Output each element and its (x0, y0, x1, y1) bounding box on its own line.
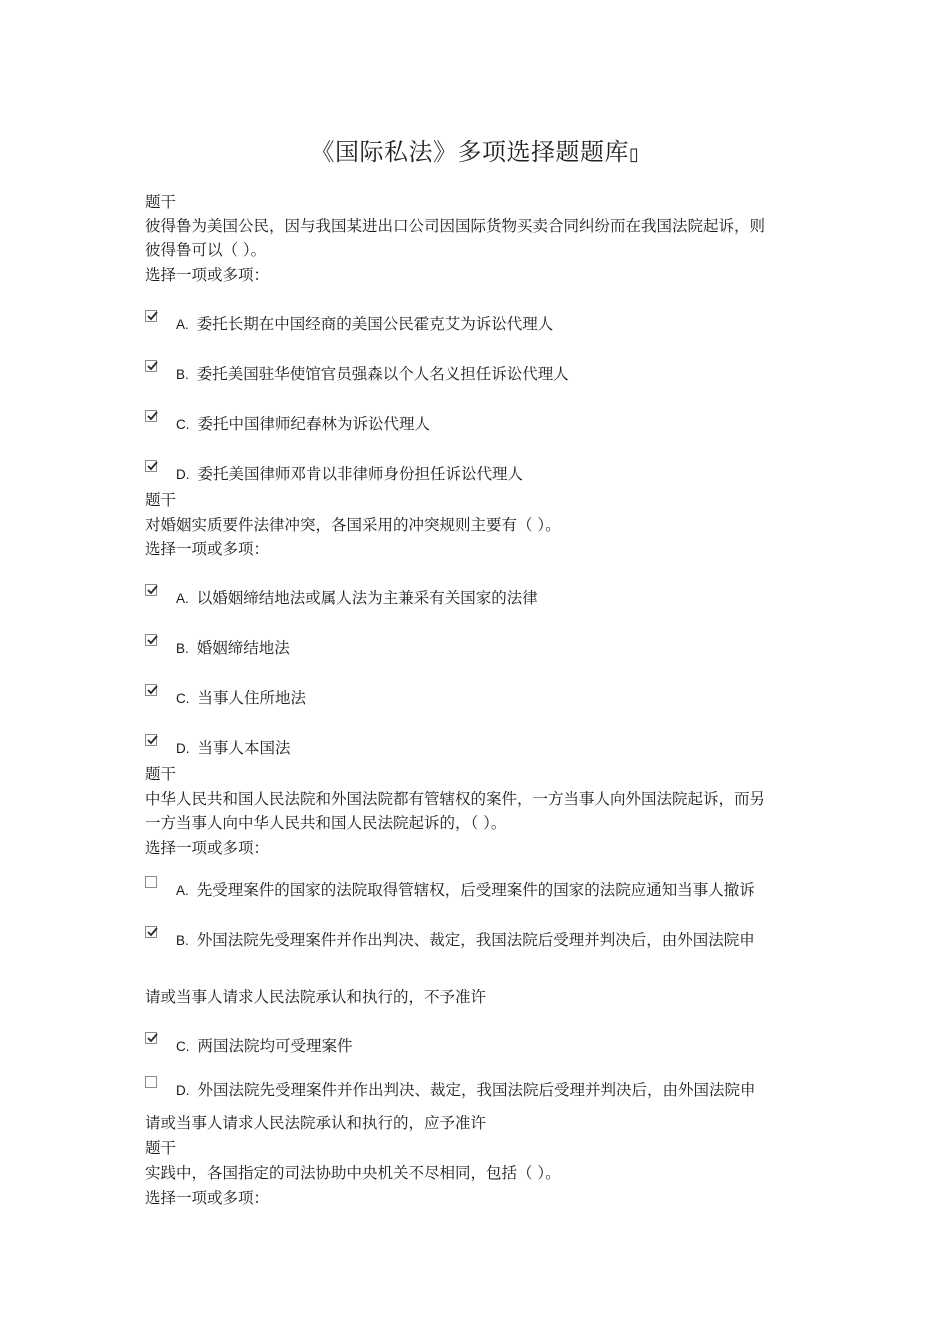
question-2-option-a[interactable] (176, 586, 816, 611)
question-3-option-a[interactable] (176, 878, 816, 903)
question-2-option-c[interactable] (176, 686, 816, 711)
question-3-stem-line-2: 一方当事人向中华人民共和国人民法院起诉的，（ ）。 (145, 814, 507, 832)
option-text: 先受理案件的国家的法院取得管辖权，后受理案件的国家的法院应通知当事人撤诉 (196, 881, 755, 899)
option-text: 外国法院先受理案件并作出判决、裁定，我国法院后受理并判决后，由外国法院申 (197, 1081, 756, 1099)
question-1-option-d-checkbox[interactable] (145, 460, 157, 472)
question-1-option-c[interactable] (176, 412, 816, 437)
option-letter: C. (176, 417, 190, 432)
question-3-option-d[interactable] (176, 1078, 816, 1103)
checkmark-icon (147, 1033, 158, 1043)
question-2-option-c-checkbox[interactable] (145, 684, 157, 696)
question-3-prompt: 选择一项或多项： (145, 839, 270, 857)
checkmark-icon (147, 927, 158, 937)
option-text: 当事人住所地法 (197, 689, 307, 707)
option-letter: B. (176, 367, 189, 382)
option-text: 委托中国律师纪春林为诉讼代理人 (197, 415, 431, 433)
question-3-option-b-checkbox[interactable] (145, 926, 157, 938)
option-text: 两国法院均可受理案件 (197, 1037, 353, 1055)
missing-glyph-box: ▯ (629, 144, 640, 165)
question-2-stem-line-1: 对婚姻实质要件法律冲突，各国采用的冲突规则主要有（ ）。 (145, 516, 561, 534)
question-1-stem-line-1: 彼得鲁为美国公民，因与我国某进出口公司因国际货物买卖合同纠纷而在我国法院起诉，则 (145, 217, 766, 235)
option-letter: A. (176, 317, 189, 332)
question-1-stem-line-2: 彼得鲁可以（ ）。 (145, 241, 267, 259)
question-4-stem-label: 题干 (145, 1139, 177, 1157)
option-letter: B. (176, 933, 189, 948)
question-3-stem-line-1: 中华人民共和国人民法院和外国法院都有管辖权的案件，一方当事人向外国法院起诉，而另 (145, 790, 766, 808)
checkmark-icon (147, 685, 158, 695)
question-3-option-a-checkbox[interactable] (145, 876, 157, 888)
option-letter: D. (176, 467, 190, 482)
checkmark-icon (147, 585, 158, 595)
option-letter: D. (176, 1083, 190, 1098)
option-letter: C. (176, 1039, 190, 1054)
question-2-option-b-checkbox[interactable] (145, 634, 157, 646)
question-2-option-d[interactable] (176, 736, 816, 761)
option-text: 婚姻缔结地法 (196, 639, 290, 657)
checkmark-icon (147, 461, 158, 471)
option-letter: B. (176, 641, 189, 656)
option-letter: D. (176, 741, 190, 756)
question-2-prompt: 选择一项或多项： (145, 540, 270, 558)
question-1-option-b-checkbox[interactable] (145, 360, 157, 372)
question-1-option-b[interactable] (176, 362, 816, 387)
question-2-option-b[interactable] (176, 636, 816, 661)
checkmark-icon (147, 635, 158, 645)
option-letter: A. (176, 591, 189, 606)
checkmark-icon (147, 735, 158, 745)
option-letter: C. (176, 691, 190, 706)
question-1-prompt: 选择一项或多项： (145, 266, 270, 284)
option-text: 当事人本国法 (197, 739, 291, 757)
checkmark-icon (147, 361, 158, 371)
question-1-option-a-checkbox[interactable] (145, 310, 157, 322)
question-4-stem-line-1: 实践中，各国指定的司法协助中央机关不尽相同，包括（ ）。 (145, 1164, 561, 1182)
question-3-option-d-continuation: 请或当事人请求人民法院承认和执行的，应予准许 (145, 1114, 487, 1132)
option-letter: A. (176, 883, 189, 898)
question-2-stem-label: 题干 (145, 491, 177, 509)
question-3-option-b-continuation: 请或当事人请求人民法院承认和执行的，不予准许 (145, 988, 487, 1006)
question-3-option-d-checkbox[interactable] (145, 1076, 157, 1088)
question-1-stem-label: 题干 (145, 193, 177, 211)
question-1-option-d[interactable] (176, 462, 816, 487)
question-3-option-c-checkbox[interactable] (145, 1032, 157, 1044)
question-3-option-c[interactable] (176, 1034, 816, 1059)
question-2-option-d-checkbox[interactable] (145, 734, 157, 746)
option-text: 委托美国驻华使馆官员强森以个人名义担任诉讼代理人 (196, 365, 569, 383)
question-1-option-c-checkbox[interactable] (145, 410, 157, 422)
checkmark-icon (147, 311, 158, 321)
page-title (0, 134, 950, 173)
question-3-stem-label: 题干 (145, 765, 177, 783)
option-text: 委托长期在中国经商的美国公民霍克艾为诉讼代理人 (196, 315, 554, 333)
option-text: 以婚姻缔结地法或属人法为主兼采有关国家的法律 (196, 589, 538, 607)
option-text: 外国法院先受理案件并作出判决、裁定，我国法院后受理并判决后，由外国法院申 (196, 931, 755, 949)
question-1-option-a[interactable] (176, 312, 816, 337)
question-4-prompt: 选择一项或多项： (145, 1189, 270, 1207)
question-3-option-b[interactable] (176, 928, 816, 953)
question-2-option-a-checkbox[interactable] (145, 584, 157, 596)
option-text: 委托美国律师邓肯以非律师身份担任诉讼代理人 (197, 465, 524, 483)
checkmark-icon (147, 411, 158, 421)
title-text: 《国际私法》多项选择题题库 (310, 138, 630, 166)
